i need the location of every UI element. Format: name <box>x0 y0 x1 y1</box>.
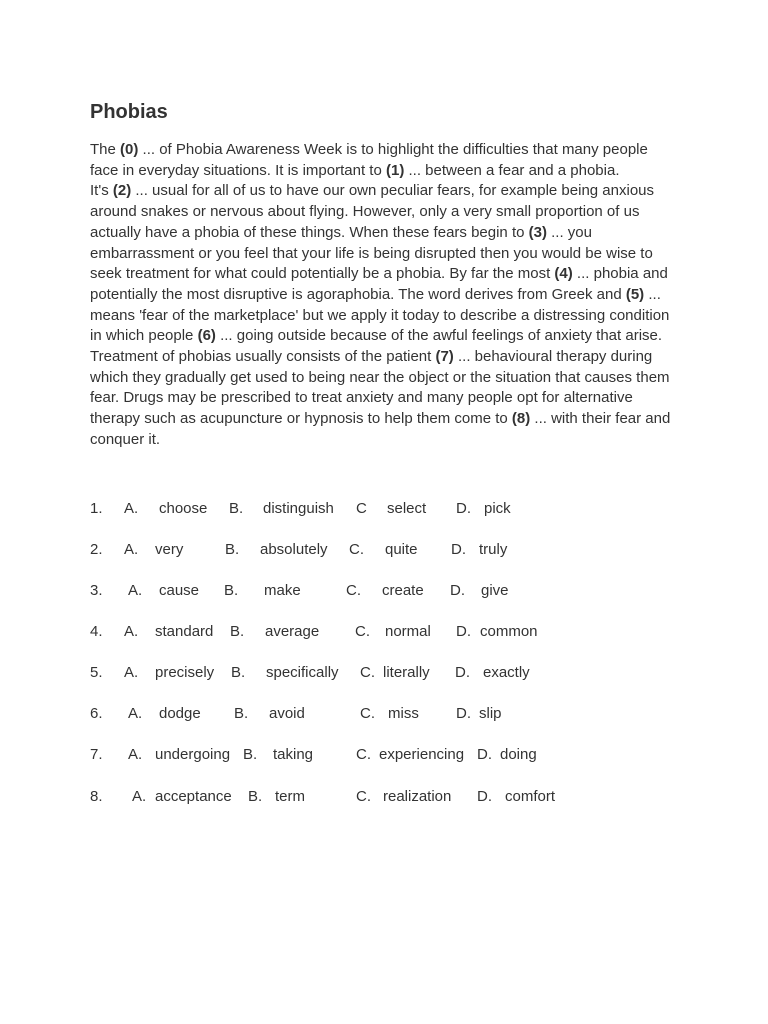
passage-line <box>90 368 688 389</box>
option-b-letter: B. <box>230 623 245 640</box>
option-a-letter: A. <box>132 788 147 805</box>
passage-fragment: potentially the most disruptive is agoraphobia. The word derives from Greek and <box>90 285 626 303</box>
passage-line <box>90 306 688 327</box>
passage-fragment: ... of Phobia Awareness Week is to highlight the difficulties that many people <box>138 141 648 158</box>
option-c-text: create <box>382 582 424 599</box>
option-c-text: quite <box>385 541 418 558</box>
option-d-text: doing <box>500 746 537 763</box>
option-a-text: standard <box>155 623 214 640</box>
question-row <box>0 662 768 684</box>
option-c-text: select <box>387 500 427 517</box>
passage-line <box>90 202 688 223</box>
passage-text <box>90 140 688 451</box>
option-c-letter: C. <box>349 541 364 558</box>
option-b-text: average <box>265 623 320 640</box>
option-a-text: very <box>155 541 184 558</box>
option-d-text: truly <box>479 541 508 558</box>
passage-line <box>90 244 688 265</box>
passage-line <box>90 140 688 161</box>
option-d-letter: D. <box>450 582 465 599</box>
passage-fragment: means 'fear of the marketplace' but we apply it today to describe a distressing condition <box>90 306 670 324</box>
option-c-text: literally <box>383 664 430 681</box>
option-b-letter: B. <box>229 500 244 517</box>
option-b-letter: B. <box>224 582 239 599</box>
option-c-letter: C. <box>360 705 375 722</box>
option-a-letter: A. <box>124 664 139 681</box>
passage-fragment: face in everyday situations. It is important to <box>90 161 386 179</box>
option-d-letter: D. <box>477 788 492 805</box>
gap-number: (0) <box>120 141 139 158</box>
option-a-letter: A. <box>128 705 143 722</box>
passage-fragment: ... with their fear and <box>530 410 671 428</box>
option-d-letter: D. <box>451 541 466 558</box>
passage-line <box>90 285 688 306</box>
passage-fragment: ... going outside because of the awful feelings of anxiety that arise. <box>215 327 663 345</box>
question-number: 8. <box>90 788 103 805</box>
page-title: Phobias <box>90 101 168 123</box>
option-b-text: avoid <box>269 705 305 722</box>
option-d-text: exactly <box>483 664 530 681</box>
question-number: 1. <box>90 500 103 517</box>
passage-fragment: actually have a phobia of these things. When these fears begin to <box>90 223 529 241</box>
passage-fragment: therapy such as acupuncture or hypnosis to help them come to <box>90 410 512 428</box>
option-a-text: acceptance <box>155 788 232 805</box>
option-a-letter: A. <box>128 582 143 599</box>
passage-fragment: ... between a fear and a phobia. <box>404 161 620 179</box>
option-b-text: specifically <box>266 664 339 681</box>
gap-number: (7) <box>435 348 454 366</box>
option-c-letter: C. <box>356 788 371 805</box>
question-row <box>0 744 768 766</box>
option-b-letter: B. <box>248 788 263 805</box>
option-d-text: comfort <box>505 788 556 805</box>
option-d-letter: D. <box>456 623 471 640</box>
passage-fragment: fear. Drugs may be prescribed to treat anxiety and many people opt for alternative <box>90 389 633 407</box>
option-b-letter: B. <box>225 541 240 558</box>
option-a-letter: A. <box>124 623 139 640</box>
option-a-text: choose <box>159 500 208 517</box>
option-d-text: common <box>480 623 538 640</box>
option-b-text: distinguish <box>263 500 334 517</box>
option-a-letter: A. <box>124 541 139 558</box>
passage-fragment: around snakes or nervous about flying. However, only a very small proportion of us <box>90 203 640 221</box>
option-c-letter: C. <box>346 582 361 599</box>
option-d-letter: D. <box>477 746 492 763</box>
gap-number: (6) <box>197 327 216 345</box>
option-d-letter: D. <box>456 705 471 722</box>
passage-fragment: ... usual for all of us to have our own peculiar fears, for example being anxious <box>131 182 655 200</box>
option-a-text: cause <box>159 582 200 599</box>
gap-number: (1) <box>385 161 405 179</box>
option-a-text: precisely <box>155 664 215 681</box>
gap-number: (5) <box>625 285 645 303</box>
gap-number: (3) <box>528 223 547 241</box>
option-d-letter: D. <box>455 664 470 681</box>
question-row <box>0 539 768 561</box>
option-a-text: dodge <box>159 705 201 722</box>
passage-fragment: which they gradually get used to being near the object or the situation that causes them <box>90 368 670 386</box>
gap-number: (2) <box>112 182 132 200</box>
passage-line <box>90 347 688 368</box>
option-b-text: absolutely <box>260 541 328 558</box>
option-c-text: miss <box>388 705 419 722</box>
option-c-letter: C <box>356 500 367 517</box>
passage-line <box>90 409 688 430</box>
passage-line <box>90 223 688 244</box>
passage-line <box>90 181 688 202</box>
option-b-letter: B. <box>234 705 249 722</box>
gap-number: (8) <box>511 410 531 428</box>
passage-fragment: embarrassment or you feel that your life is being disrupted then you would be wise to <box>90 244 653 262</box>
option-c-letter: C. <box>360 664 375 681</box>
option-c-text: normal <box>385 623 431 640</box>
passage-fragment: ... <box>644 285 661 303</box>
option-b-text: taking <box>273 746 314 763</box>
passage-line <box>90 326 688 347</box>
option-a-letter: A. <box>128 746 143 763</box>
passage-fragment: in which people <box>90 327 198 345</box>
passage-fragment: ... phobia and <box>572 265 668 283</box>
option-c-letter: C. <box>355 623 370 640</box>
option-c-text: realization <box>383 788 452 805</box>
option-d-text: slip <box>479 705 502 722</box>
passage-fragment: conquer it. <box>90 430 161 448</box>
question-row <box>0 580 768 602</box>
option-a-text: undergoing <box>155 746 231 763</box>
option-d-letter: D. <box>456 500 471 517</box>
passage-fragment: ... you <box>546 223 592 241</box>
option-d-text: pick <box>484 500 511 517</box>
option-c-text: experiencing <box>379 746 465 763</box>
question-row <box>0 786 768 808</box>
gap-number: (4) <box>554 265 573 283</box>
passage-line <box>90 430 688 451</box>
option-c-letter: C. <box>356 746 371 763</box>
option-b-text: term <box>275 788 305 805</box>
option-b-letter: B. <box>231 664 246 681</box>
passage-fragment: ... behavioural therapy during <box>453 348 653 366</box>
option-b-letter: B. <box>243 746 258 763</box>
option-a-letter: A. <box>124 500 139 517</box>
option-b-text: make <box>264 582 301 599</box>
passage-line <box>90 264 688 285</box>
question-row <box>0 621 768 643</box>
question-number: 5. <box>90 664 103 681</box>
passage-line <box>90 161 688 182</box>
question-row <box>0 498 768 520</box>
question-row <box>0 703 768 725</box>
passage-fragment: Treatment of phobias usually consists of the patient <box>90 348 436 366</box>
question-number: 2. <box>90 541 103 558</box>
option-d-text: give <box>481 582 509 599</box>
passage-line <box>90 388 688 409</box>
question-number: 6. <box>90 705 103 722</box>
passage-fragment: seek treatment for what could potentially be a phobia. By far the most <box>90 265 555 283</box>
passage-fragment: It's <box>90 182 113 200</box>
passage-fragment: The <box>90 141 121 158</box>
question-number: 4. <box>90 623 103 640</box>
question-number: 7. <box>90 746 103 763</box>
question-number: 3. <box>90 582 103 599</box>
